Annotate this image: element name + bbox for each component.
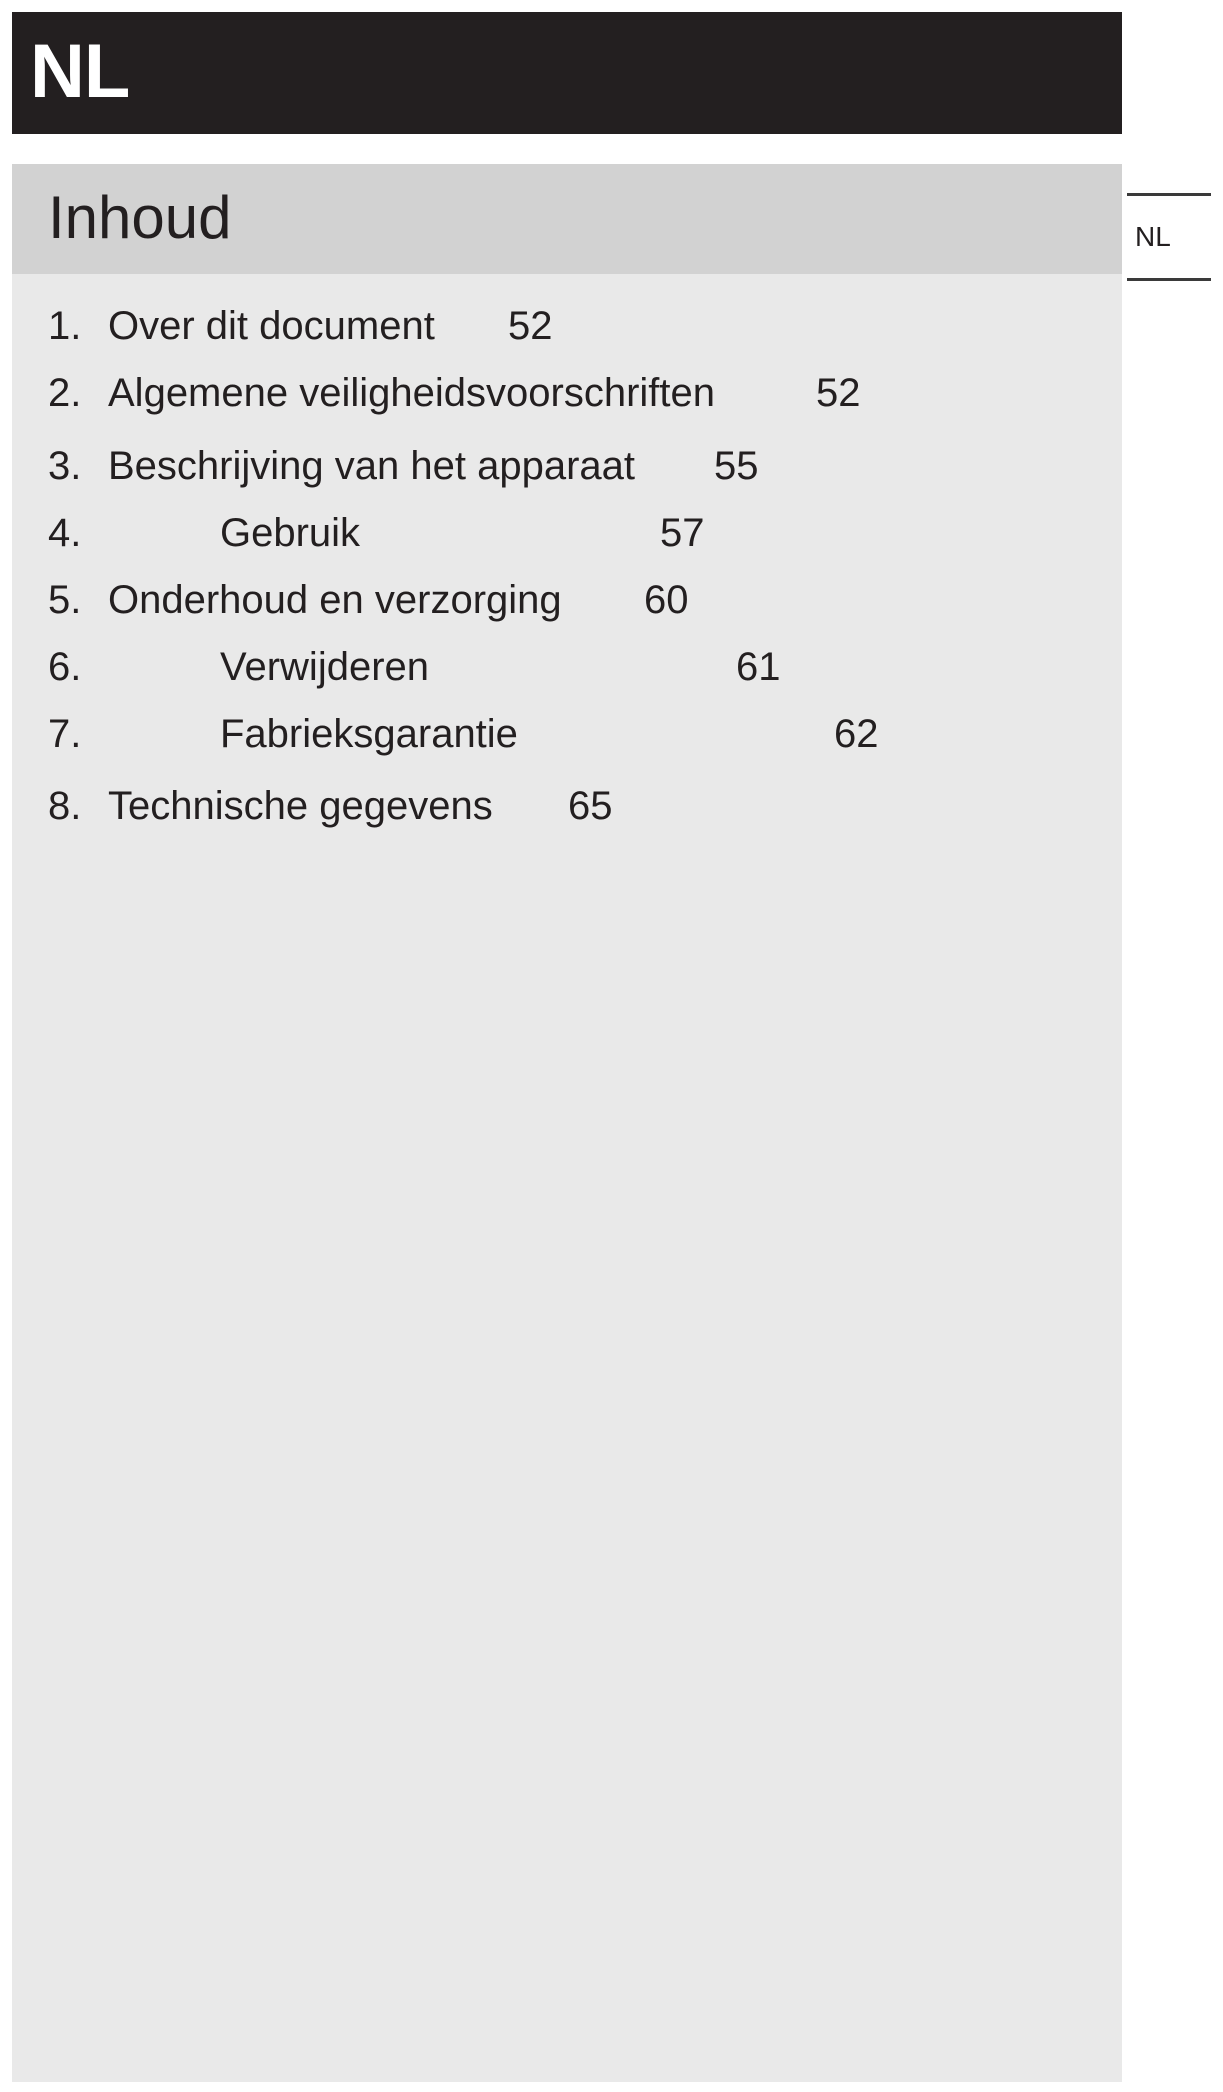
toc-entry-page: 57 — [660, 511, 705, 555]
toc-entry-page: 62 — [834, 712, 879, 756]
language-side-tab[interactable] — [1127, 193, 1213, 281]
toc-entry-number: 5. — [48, 578, 82, 622]
language-banner — [12, 12, 1122, 134]
toc-entry-title: Beschrijving van het apparaat — [108, 444, 635, 488]
toc-entry-page: 52 — [816, 371, 861, 415]
toc-entry-page: 60 — [644, 578, 689, 622]
toc-entry-page: 65 — [568, 784, 613, 828]
toc-entry-number: 1. — [48, 304, 82, 348]
toc-entry-number: 3. — [48, 444, 82, 488]
toc-entry-title: Algemene veiligheidsvoorschriften — [108, 371, 715, 415]
toc-entry-number: 8. — [48, 784, 82, 828]
toc-header — [12, 164, 1122, 274]
toc-entry-title: Onderhoud en verzorging — [108, 578, 562, 622]
toc-entry-title: Verwijderen — [220, 645, 430, 689]
side-tab-top-rule — [1127, 193, 1211, 196]
toc-entry-number: 6. — [48, 645, 82, 689]
toc-entry-number: 2. — [48, 371, 82, 415]
toc-title: Inhoud — [48, 184, 232, 251]
toc-entry-number: 4. — [48, 511, 82, 555]
toc-entry-page: 61 — [736, 645, 781, 689]
toc-entry-page: 52 — [508, 304, 553, 348]
toc-panel — [12, 164, 1122, 2082]
toc-entry-title: Over dit document — [108, 304, 435, 348]
side-tab-label: NL — [1135, 221, 1171, 252]
toc-entry-number: 7. — [48, 712, 82, 756]
side-tab-bottom-rule — [1127, 278, 1211, 281]
toc-entry-title: Technische gegevens — [108, 784, 493, 828]
toc-entry-page: 55 — [714, 444, 759, 488]
language-code: NL — [30, 29, 130, 114]
toc-entry-title: Fabrieksgarantie — [220, 712, 518, 756]
toc-entry-title: Gebruik — [220, 511, 361, 555]
